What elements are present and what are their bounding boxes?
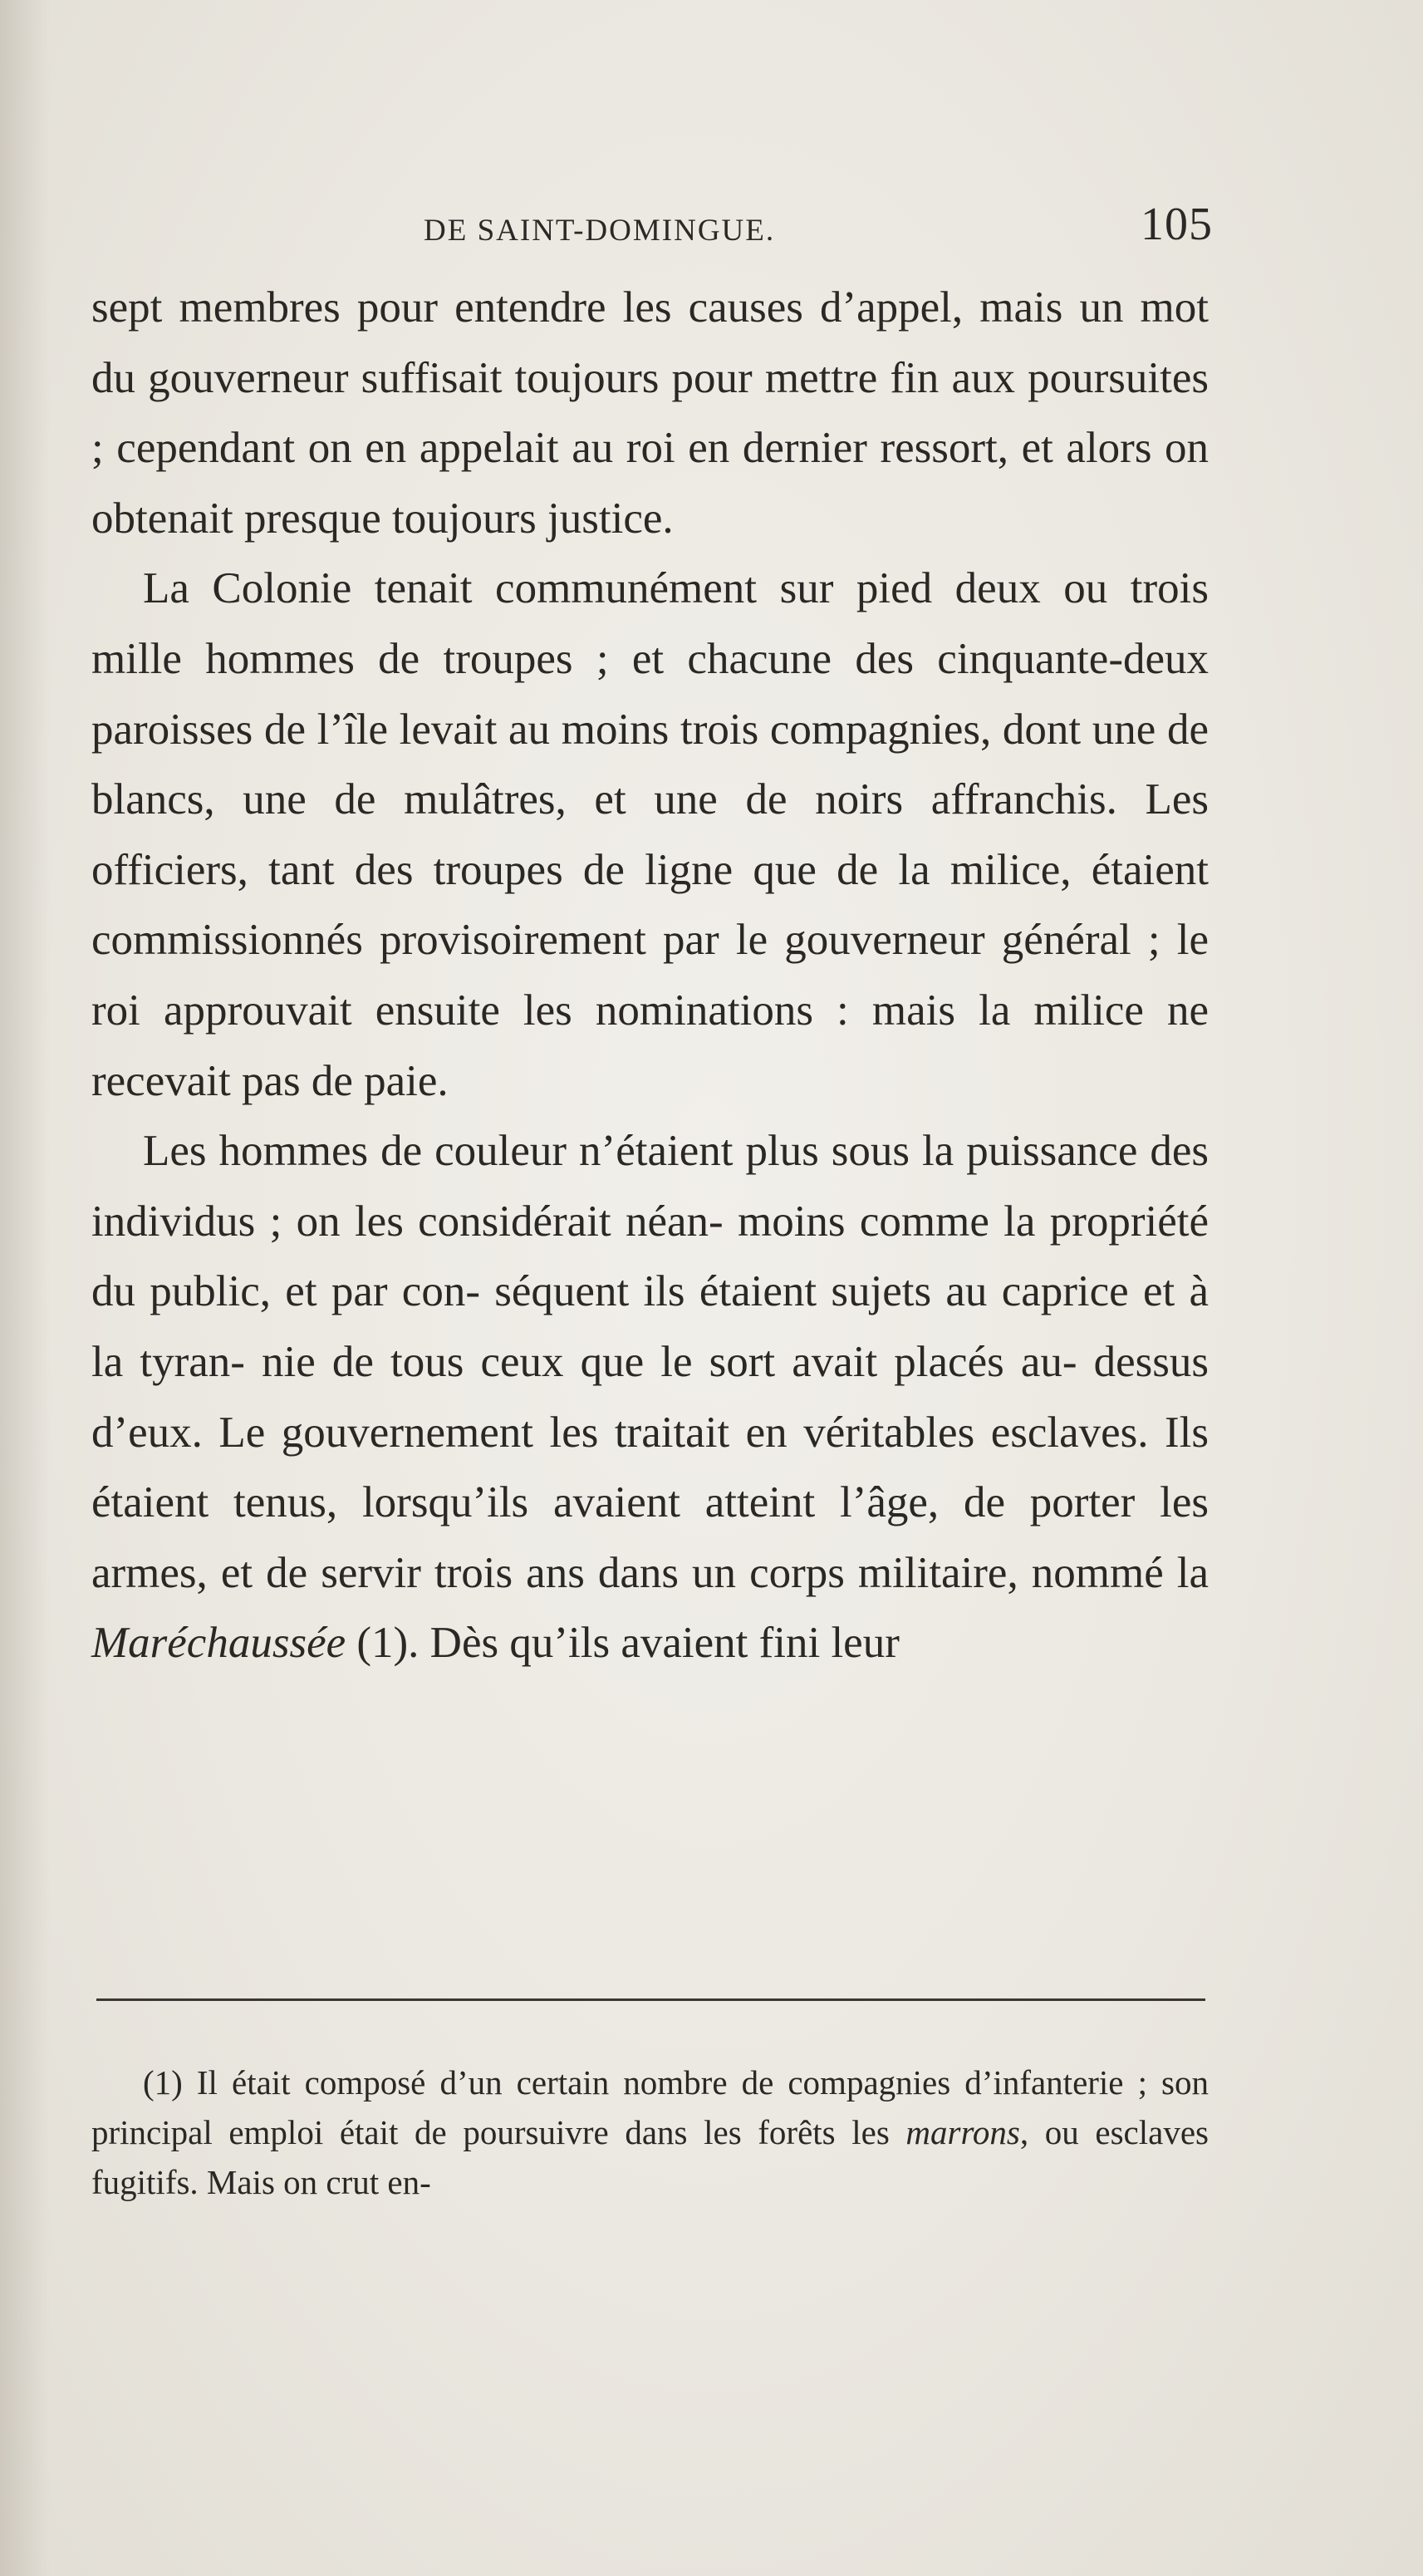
text-line: La Colonie tenait communément sur pied deux [143, 564, 1041, 613]
text-line: nie de tous ceux que le sort avait placés au- [262, 1337, 1077, 1386]
text-line: trois compagnies, dont une de blancs, une de [91, 705, 1210, 824]
text-line: obtenait presque toujours justice. [91, 494, 674, 543]
italic-term: marrons [905, 2113, 1020, 2151]
text-line: mais la milice ne recevait pas de paie. [91, 986, 1210, 1105]
text-fragment: la [1176, 1548, 1210, 1597]
text-line: avaient atteint l’âge, de porter les armes, et de [91, 1478, 1209, 1597]
spine-shadow [0, 0, 50, 2576]
text-line: ou trois mille hommes de troupes ; et chacune des [91, 564, 1210, 683]
text-line: mais un mot du gouverneur suffisait toujours [91, 283, 1209, 402]
text-line: véritables esclaves. Ils étaient tenus, lorsqu’ils [91, 1408, 1210, 1527]
text-line: sept membres pour entendre les causes d’appel, [91, 283, 964, 332]
footnote-text [91, 2057, 1209, 2207]
text-line: servir trois ans dans un corps militaire, nommé [321, 1548, 1164, 1597]
text-line: puissance des individus ; on les considérait néan- [91, 1127, 1209, 1246]
text-line: moins comme la propriété du public, et par con- [91, 1197, 1210, 1316]
text-line: général ; le roi approuvait ensuite les nominations : [91, 916, 1210, 1035]
text-line: commissionnés provisoirement par le gouverneur [91, 916, 985, 965]
text-fragment: , ou esclaves fugitifs. Mais on crut en- [91, 2113, 1209, 2201]
paragraph-2 [91, 553, 1209, 1116]
text-line: pour mettre fin aux poursuites ; cependant on [91, 353, 1210, 473]
text-fragment: (1). Dès qu’ils avaient fini leur [346, 1619, 900, 1668]
footnote [91, 2057, 1209, 2207]
text-line: tant des troupes de ligne que de la milice, étaient [268, 845, 1210, 894]
running-title: DE SAINT-DOMINGUE. [424, 214, 776, 248]
text-line: en appelait au roi en dernier ressort, et alors on [365, 424, 1210, 473]
footnote-rule [96, 1998, 1205, 2001]
text-line: séquent ils étaient sujets au caprice et à la tyran- [91, 1267, 1210, 1386]
text-fragment: les forêts les [704, 2113, 906, 2151]
body-text [91, 273, 1209, 1679]
footnote-line: d’infanterie ; son principal emploi était de poursuivre dans [91, 2063, 1209, 2151]
running-head [91, 198, 1213, 273]
footnote-line: (1) Il était composé d’un certain nombre de compagnies [143, 2063, 951, 2102]
page-number: 105 [1141, 199, 1213, 250]
paragraph-1 [91, 273, 1209, 553]
text-line: cinquante-deux paroisses de l’île levait au moins [91, 634, 1209, 754]
italic-term: Maréchaussée [91, 1619, 346, 1668]
paragraph-3 [91, 1116, 1209, 1679]
text-line: Les hommes de couleur n’étaient plus sous la [143, 1127, 954, 1176]
text-line: dessus d’eux. Le gouvernement les traitait en [91, 1337, 1210, 1457]
text-line: mulâtres, et une de noirs affranchis. Les officiers, [91, 775, 1210, 894]
